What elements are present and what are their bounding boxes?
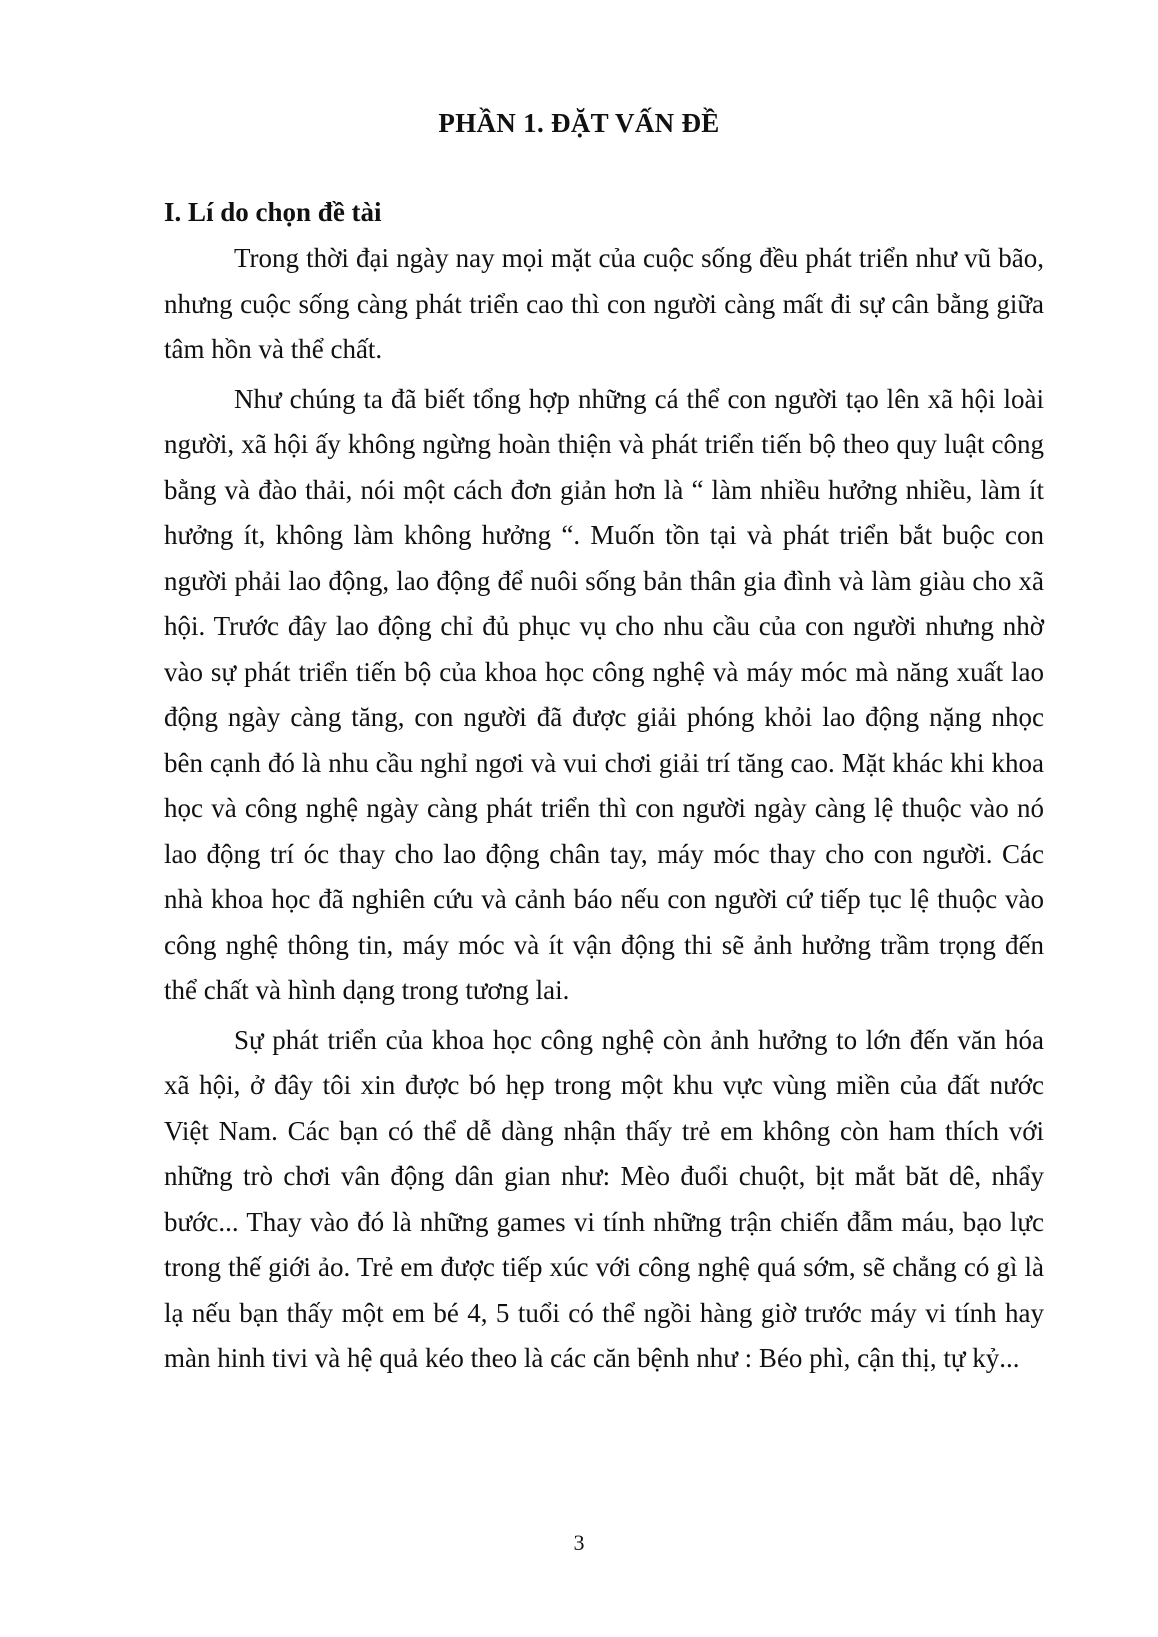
paragraph-3: Sự phát triển của khoa học công nghệ còn ảnh hưởng to lớn đến văn hóa xã hội, ở đây tôi xin được bó hẹp trong một khu vực vùng miền của đất nước Việt Nam. Các bạn có thể dễ dàng nhận thấy trẻ em không còn ham thích với những trò chơi vân động dân gian như: Mèo đuổi chuột, bịt mắt băt dê, nhẩy bước... Thay vào đó là những games vi tính những trận chiến đẫm máu, bạo lực trong thế giới ảo. Trẻ em được tiếp xúc với công nghệ quá sớm, sẽ chẳng có gì là lạ nếu bạn thấy một em bé 4, 5 tuổi có thể ngồi hàng giờ trước máy vi tính hay màn hinh tivi và hệ quả kéo theo là các căn bệnh như : Béo phì, cận thị, tự kỷ... [164,1024,1044,1373]
body-text [164,236,1044,1386]
chapter-title: PHẦN 1. ĐẶT VẤN ĐỀ [438,108,720,138]
section-heading: I. Lí do chọn đề tài [164,197,382,227]
page-number: 3 [573,1530,585,1555]
paragraph-2: Như chúng ta đã biết tổng hợp những cá thể con người tạo lên xã hội loài người, xã hội ấy không ngừng hoàn thiện và phát triển tiến bộ theo quy luật công bằng và đào thải, nói một cách đơn giản hơn là “ làm nhiều hưởng nhiều, làm ít hưởng ít, không làm không hưởng “. Muốn tồn tại và phát triển bắt buộc con người phải lao động, lao động để nuôi sống bản thân gia đình và làm giàu cho xã hội. Trước đây lao động chỉ đủ phục vụ cho nhu cầu của con người nhưng nhờ vào sự phát triển tiến bộ của khoa học công nghệ và máy móc mà năng xuất lao động ngày càng tăng, con người đã được giải phóng khỏi lao động nặng nhọc bên cạnh đó là nhu cầu nghỉ ngơi và vui chơi giải trí tăng cao. Mặt khác khi khoa học và công nghệ ngày càng phát triển thì con người ngày càng lệ thuộc vào nó lao động trí óc thay cho lao động chân tay, máy móc thay cho con người. Các nhà khoa học đã nghiên cứu và cảnh báo nếu con người cứ tiếp tục lệ thuộc vào công nghệ thông tin, máy móc và ít vận động thi sẽ ảnh hưởng trầm trọng đến thể chất và hình dạng trong tương lai. [164,383,1044,1005]
paragraph-1: Trong thời đại ngày nay mọi mặt của cuộc sống đều phát triển như vũ bão, nhưng cuộc sống càng phát triển cao thì con người càng mất đi sự cân bằng giữa tâm hồn và thể chất. [164,243,1044,364]
